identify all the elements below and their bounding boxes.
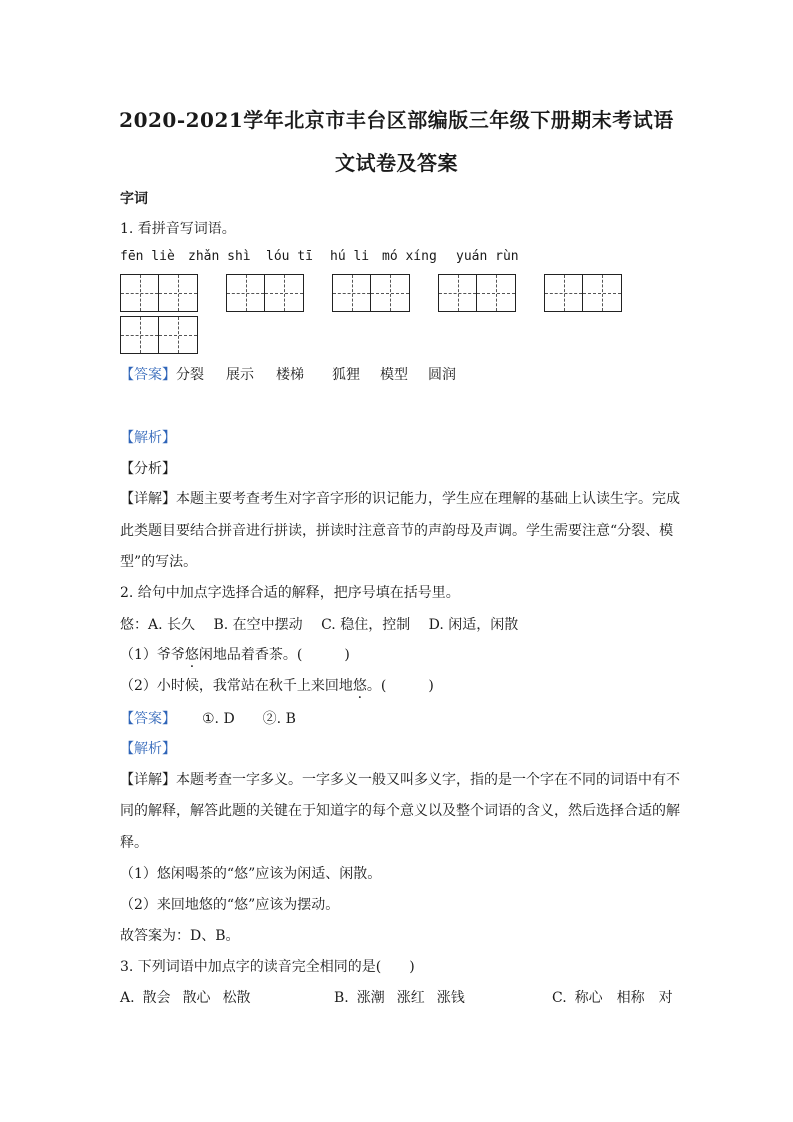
pinyin-2: zhǎn shì: [188, 249, 251, 264]
answer-word: 圆润: [428, 367, 456, 383]
pinyin-6: yuán rùn: [456, 249, 519, 264]
pinyin-3: lóu tī: [266, 249, 313, 264]
answer-word: 狐狸: [332, 367, 360, 383]
pinyin-4: hú li: [330, 249, 370, 264]
pinyin-5: mó xíng: [382, 249, 437, 264]
q2-options: 悠：A. 长久 B. 在空中摆动 C. 稳住，控制 D. 闲适，闲散: [120, 617, 519, 633]
writing-grid: [226, 274, 304, 312]
writing-grid: [544, 274, 622, 312]
q2-note-1: （1）悠闲喝茶的“悠”应该为闲适、闲散。: [120, 866, 382, 882]
q1-jiexi: 【解析】: [120, 430, 176, 446]
q2-answer-row: 【答案】 ①. D ②. B: [120, 711, 296, 727]
q3-options: A. 散会 散心 松散 B. 涨潮 涨红 涨钱 C. 称心 相称 对: [120, 990, 673, 1006]
document-title-line2: 文试卷及答案: [335, 151, 458, 175]
q2-detail-1: 【详解】本题考查一字多义。一字多义一般又叫多义字，指的是一个字在不同的词语中有不: [120, 772, 680, 788]
q3-stem: 3. 下列词语中加点字的读音完全相同的是( ): [120, 959, 415, 975]
q1-detail-3: 型”的写法。: [120, 554, 198, 570]
q1-answer-row: [120, 364, 456, 384]
answer-word: 模型: [380, 367, 408, 383]
q2-note-2: （2）来回地悠的“悠”应该为摆动。: [120, 897, 340, 913]
writing-grid: [332, 274, 410, 312]
q2-detail-2: 同的解释，解答此题的关键在于知道字的每个意义以及整个词语的含义，然后选择合适的解: [120, 803, 680, 819]
pinyin-1: fēn liè: [120, 249, 175, 264]
q1-stem: 1. 看拼音写词语。: [120, 221, 236, 237]
q2-stem: 2. 给句中加点字选择合适的解释，把序号填在括号里。: [120, 585, 460, 601]
answer-word: 楼梯: [276, 367, 304, 383]
q2-sentence-1: （1）爷爷悠闲地品着香茶。( ): [120, 647, 350, 663]
section-heading: 字词: [120, 191, 148, 207]
writing-grid: [120, 316, 198, 354]
writing-grid: [438, 274, 516, 312]
answer-word: 展示: [226, 367, 254, 383]
answer-label: 【答案】: [120, 367, 176, 383]
writing-grid: [120, 274, 198, 312]
q1-detail-2: 此类题目要结合拼音进行拼读，拼读时注意音节的声韵母及声调。学生需要注意“分裂、模: [120, 523, 674, 539]
q1-detail-1: 【详解】本题主要考查考生对字音字形的识记能力，学生应在理解的基础上认读生字。完成: [120, 491, 680, 507]
q2-conclusion: 故答案为：D、B。: [120, 928, 240, 944]
q2-detail-3: 释。: [120, 835, 148, 851]
q2-jiexi: 【解析】: [120, 741, 176, 757]
q1-fenxi: 【分析】: [120, 461, 176, 477]
answer-word: 分裂: [176, 367, 204, 383]
q2-sentence-2: （2）小时候，我常站在秋千上来回地悠。( ): [120, 678, 434, 694]
document-title-line1: 2020-2021学年北京市丰台区部编版三年级下册期末考试语: [119, 108, 674, 132]
